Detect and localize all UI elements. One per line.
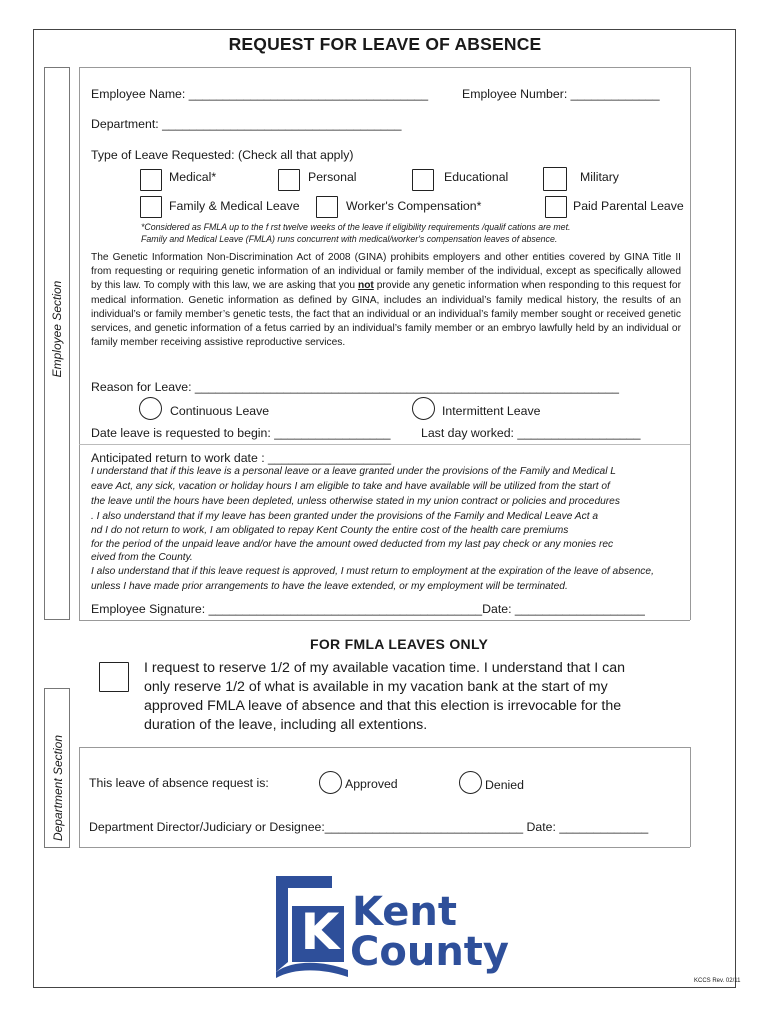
- reason-for-leave-field[interactable]: Reason for Leave: ______________________________________________________________: [91, 380, 619, 394]
- military-checkbox[interactable]: [543, 167, 567, 191]
- acknowledgement-line-2: eave Act, any sick, vacation or holiday hours I am eligible to take and have available will be utilized from the start of: [91, 481, 610, 492]
- employee-signature-field[interactable]: Employee Signature: ________________________________________Date: ___________________: [91, 602, 645, 616]
- continuous-leave-label: Continuous Leave: [170, 404, 270, 418]
- acknowledgement-line-3: the leave until the hours have been depleted, unless otherwise stated in my union contract or policies and procedures: [91, 496, 620, 507]
- employee-box-left-edge: [79, 67, 80, 620]
- denied-label: Denied: [485, 778, 524, 792]
- employee-box-bottom-edge: [79, 620, 690, 621]
- fmla-line-2: only reserve 1/2 of what is available in my vacation bank at the start of my: [144, 679, 608, 695]
- director-signature-field[interactable]: Department Director/Judiciary or Designee:_____________________________ Date: _____________: [89, 820, 649, 834]
- kent-county-logo: [272, 874, 512, 984]
- department-section-label: Department Section: [51, 734, 65, 842]
- department-field[interactable]: Department: ___________________________________: [91, 117, 402, 131]
- employee-number-field[interactable]: Employee Number: _____________: [462, 87, 660, 101]
- form-title: REQUEST FOR LEAVE OF ABSENCE: [228, 34, 542, 54]
- fmla-heading: FOR FMLA LEAVES ONLY: [310, 636, 489, 652]
- fmla-statement: [144, 659, 684, 735]
- medical-label: Medical*: [169, 170, 217, 184]
- educational-checkbox[interactable]: [412, 169, 434, 191]
- family-medical-label: Family & Medical Leave: [169, 199, 300, 213]
- kent-county-logo-line1: Kent: [352, 889, 458, 935]
- fmla-line-3: approved FMLA leave of absence and that this election is irrevocable for the: [144, 698, 622, 714]
- approved-label: Approved: [345, 777, 398, 791]
- workers-comp-label: Worker's Compensation*: [346, 199, 482, 213]
- acknowledgement-line-8: I also understand that if this leave request is approved, I must return to employment at the expiration of the leave of absence,: [91, 566, 654, 577]
- form-revision: KCCS Rev. 02/11: [694, 978, 741, 984]
- continuous-leave-radio[interactable]: [139, 397, 162, 420]
- family-medical-checkbox[interactable]: [140, 196, 162, 218]
- gina-not-emphasis: not: [357, 280, 374, 292]
- paid-parental-checkbox[interactable]: [545, 196, 567, 218]
- department-box-left-edge: [79, 747, 80, 847]
- intermittent-leave-radio[interactable]: [412, 397, 435, 420]
- employee-box-top-edge: [79, 67, 690, 68]
- fmla-note-line-2: Family and Medical Leave (FMLA) runs concurrent with medical/worker's compensation leaves of absence.: [141, 234, 558, 244]
- department-box-top-edge: [79, 747, 690, 748]
- acknowledgement-line-4: . I also understand that if my leave has been granted under the provisions of the Family and Medical Leave Act a: [91, 511, 599, 522]
- gina-text-after: provide any genetic information when responding to this request for medical information. Genetic information as defined by GINA, includes an individual’s family medical history, the results of an individual’s or family member’s genetic tests, the fact that an individual or an individual’s family member sought or received genetic services, and genetic information of a fetus carried by an individual’s family member or an embryo lawfully held by an individual or family member receiving assistive reproductive services.: [91, 280, 681, 349]
- return-divider: [79, 444, 690, 445]
- department-box-right-edge: [690, 747, 691, 847]
- medical-checkbox[interactable]: [140, 169, 162, 191]
- last-day-worked-field[interactable]: Last day worked: __________________: [421, 426, 641, 440]
- gina-text-before: The Genetic Information Non-Discrimination Act of 2008 (GINA) prohibits employers and other entities covered by GINA Title II from requesting or requiring genetic information of an individual or family member of the individual, except as specifically allowed by this law. To comply with this law, we are asking that you: [91, 252, 681, 292]
- acknowledgement-line-6: for the period of the unpaid leave and/or have the amount owed deducted from my last pay check or any monies rec: [91, 539, 614, 550]
- denied-radio[interactable]: [459, 771, 482, 794]
- acknowledgement-line-5: nd I do not return to work, I am obligated to repay Kent County the entire cost of the health care premiums: [91, 525, 569, 536]
- anticipated-return-field[interactable]: Anticipated return to work date : __________________: [91, 451, 392, 465]
- form-border: [33, 29, 736, 988]
- request-status-prompt: This leave of absence request is:: [89, 776, 269, 790]
- educational-label: Educational: [444, 170, 509, 184]
- fmla-note-line-1: *Considered as FMLA up to the f rst twelve weeks of the leave if eligibility requirements /qualif cations are met.: [141, 222, 571, 232]
- department-box-bottom-edge: [79, 847, 690, 848]
- acknowledgement-line-7: eived from the County.: [91, 552, 193, 563]
- leave-begin-date-field[interactable]: Date leave is requested to begin: _________________: [91, 426, 391, 440]
- personal-label: Personal: [308, 170, 357, 184]
- kent-county-logo-line2: County: [350, 929, 509, 975]
- personal-checkbox[interactable]: [278, 169, 300, 191]
- employee-section-label: Employee Section: [50, 280, 64, 378]
- paid-parental-label: Paid Parental Leave: [573, 199, 684, 213]
- military-label: Military: [580, 170, 619, 184]
- leave-type-prompt: Type of Leave Requested: (Check all that apply): [91, 148, 354, 162]
- employee-name-field[interactable]: Employee Name: ___________________________________: [91, 87, 429, 101]
- fmla-line-4: duration of the leave, including all extentions.: [144, 717, 428, 733]
- employee-box-right-edge: [690, 67, 691, 620]
- fmla-line-1: I request to reserve 1/2 of my available vacation time. I understand that I can: [144, 660, 626, 676]
- acknowledgement-line-9: unless I have made prior arrangements to have the leave extended, or my employment will be terminated.: [91, 581, 568, 592]
- intermittent-leave-label: Intermittent Leave: [442, 404, 541, 418]
- gina-notice: [91, 251, 681, 350]
- kent-county-logo-letter: K: [300, 903, 340, 961]
- approved-radio[interactable]: [319, 771, 342, 794]
- fmla-vacation-reserve-checkbox[interactable]: [99, 662, 129, 692]
- workers-comp-checkbox[interactable]: [316, 196, 338, 218]
- acknowledgement-line-1: I understand that if this leave is a personal leave or a leave granted under the provisions of the Family and Medical L: [91, 466, 616, 477]
